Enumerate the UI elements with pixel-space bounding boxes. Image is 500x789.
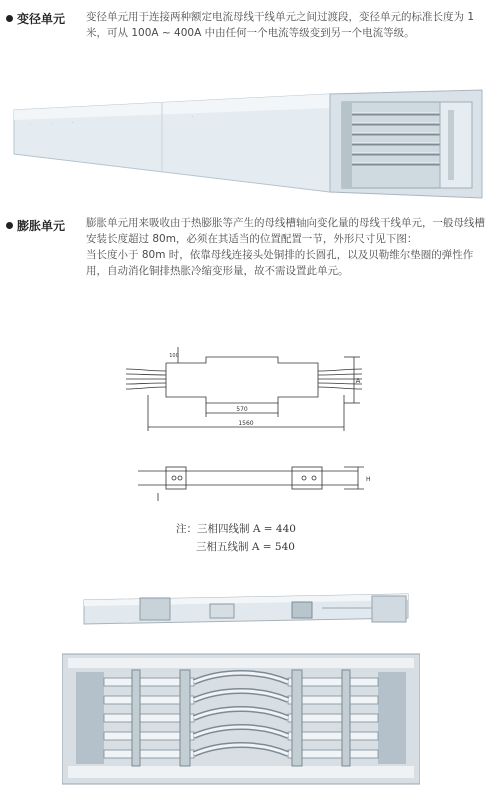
expansion-description-text-2: 当长度小于 80m 时，依靠母线连接头处铜排的长圆孔，以及贝勒维尔垫圈的弹性作用，自动消化铜排热胀冷缩变形量，故不需设置此单元。 [86, 249, 474, 277]
section-heading-expansion-text: 膨胀单元 [17, 219, 66, 233]
expansion-description [86, 215, 494, 279]
bullet-icon [6, 15, 13, 22]
bullet-icon [6, 222, 13, 229]
expansion-description-text-1: 膨胀单元用来吸收由于热膨胀等产生的母线槽轴向变化量的母线干线单元，一般母线槽安装长度超过 80m，必须在其适当的位置配置一节，外形尺寸见下图： [86, 217, 485, 245]
dim-label-total: 1560 [238, 420, 254, 427]
dim-label-h: H [366, 476, 371, 483]
reducer-unit-image [12, 88, 488, 200]
section-heading-reducer-text: 变径单元 [17, 12, 66, 26]
dim-label-short: 570 [236, 406, 248, 413]
dim-label-a: A [355, 377, 361, 385]
note-line-1: 注：三相四线制 A = 440 [176, 523, 296, 535]
section-heading-expansion [6, 217, 65, 234]
reducer-description [86, 9, 486, 41]
dim-label-left: 100 [169, 353, 179, 359]
expansion-unit-photo-top [82, 588, 412, 636]
reducer-description-text: 变径单元用于连接两种额定电流母线干线单元之间过渡段，变径单元的标准长度为 1米，可从 100A ~ 400A 中由任何一个电流等级变到另一个电流等级。 [86, 11, 475, 39]
expansion-unit-photo-interior [62, 650, 420, 786]
section-heading-reducer [6, 10, 65, 27]
expansion-unit-side-drawing [118, 455, 378, 505]
expansion-unit-plan-drawing [118, 345, 378, 435]
note-line-2: 三相五线制 A = 540 [196, 541, 295, 553]
